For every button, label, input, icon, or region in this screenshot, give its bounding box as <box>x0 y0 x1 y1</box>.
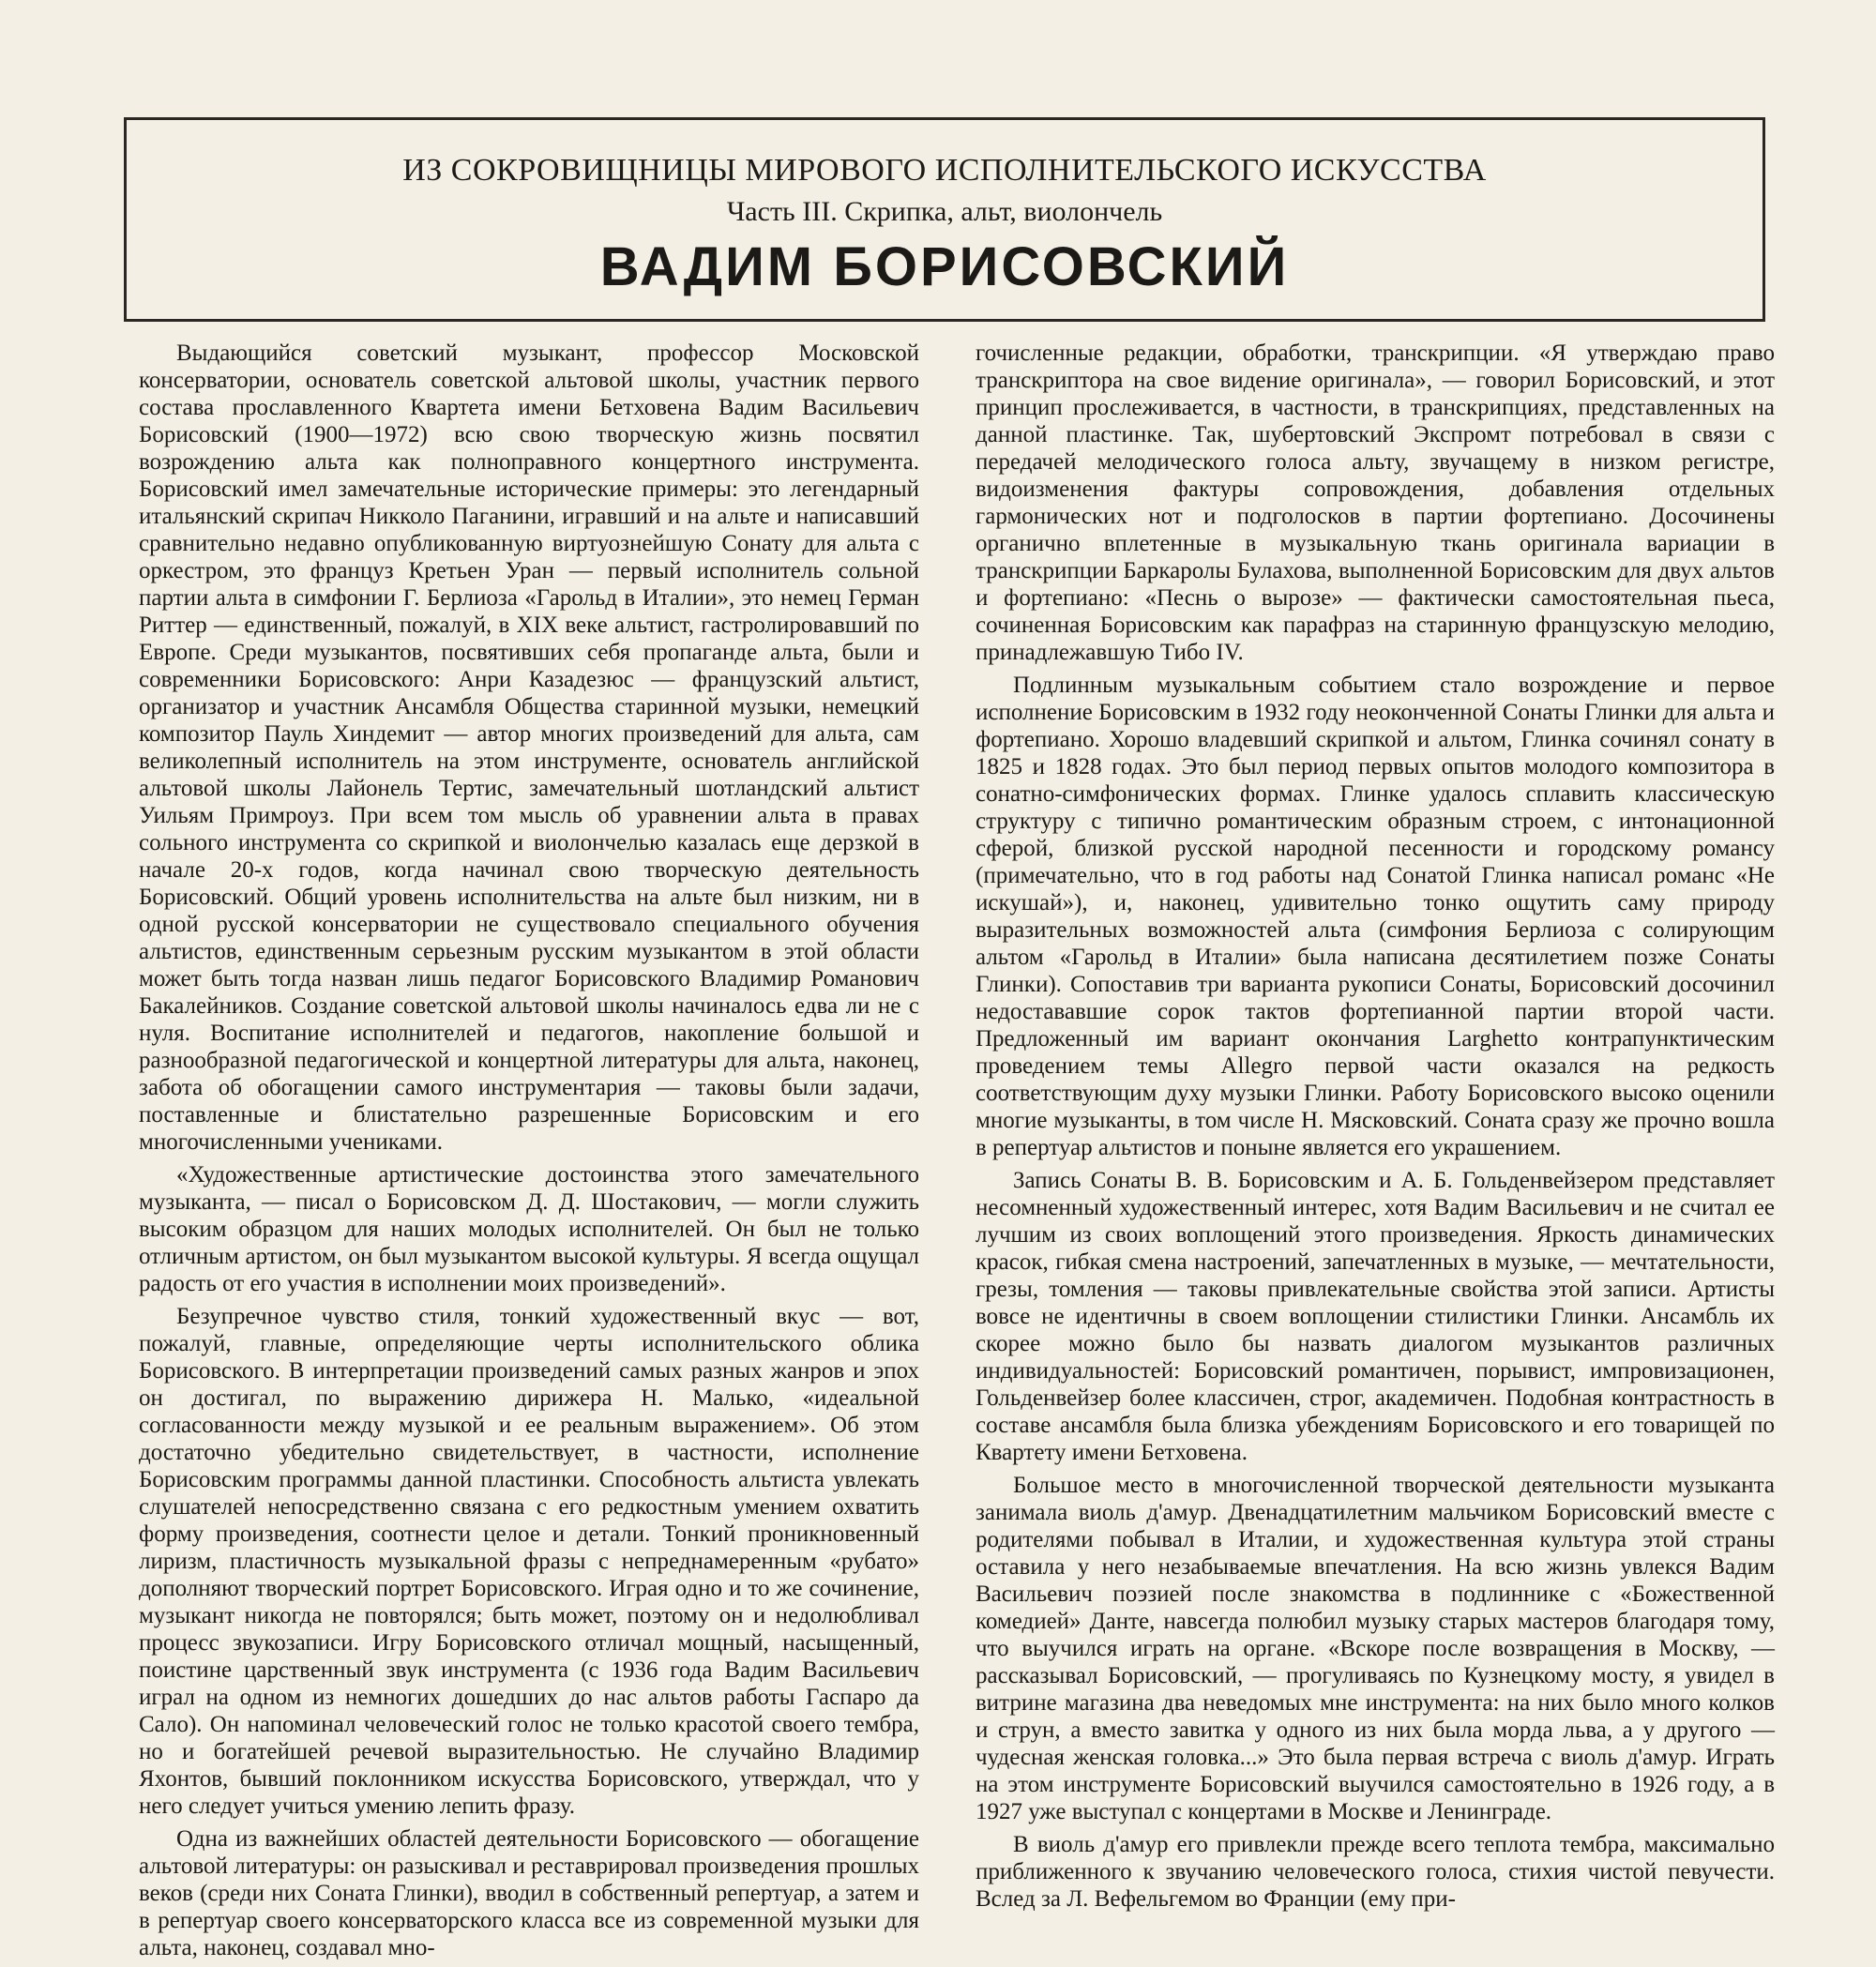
artist-name: ВАДИМ БОРИСОВСКИЙ <box>599 236 1290 297</box>
paragraph: Большое место в многочисленной творческой деятельности музыканта занимала виоль д'амур. Двенадцатилетним мальчиком Борисовский вместе с родителями побывал в Италии, и художественная культура этой страны оставила у него незабываемые впечатления. На всю жизнь увлекся Вадим Васильевич поэзией после знакомства в подлиннике с «Божественной комедией» Данте, навсегда полюбил музыку старых мастеров благодаря тому, что выучился играть на органе. «Вскоре после возвращения в Москву, — рассказывал Борисовский, — прогуливаясь по Кузнецкому мосту, я увидел в витрине магазина два неведомых мне инструмента: на них было много колков и струн, а вместо завитка у одного из них была морда льва, а у другого — чудесная женская головка...» Это была первая встреча с виоль д'амур. Играть на этом инструменте Борисовский выучился самостоятельно в 1926 году, а в 1927 уже выступал с концертами в Москве и Ленинграде. <box>976 1473 1775 1824</box>
paragraph: В виоль д'амур его привлекли прежде всего теплота тембра, максимально приближенного к звучанию человеческого голоса, стихия чистой певучести. Вслед за Л. Вефельгемом во Франции (ему при- <box>976 1832 1775 1912</box>
paragraph: Выдающийся советский музыкант, профессор Московской консерватории, основатель советской альтовой школы, участник первого состава прославленного Квартета имени Бетховена Вадим Васильевич Борисовский (1900—1972) всю свою творческую жизнь посвятил возрождению альта как полноправного концертного инструмента. Борисовский имел замечательные исторические примеры: это легендарный итальянский скрипач Никколо Паганини, игравший и на альте и написавший сравнительно недавно опубликованную виртуознейшую Сонату для альта с оркестром, это француз Кретьен Уран — первый исполнитель сольной партии альта в симфонии Г. Берлиоза «Гарольд в Италии», это немец Герман Риттер — единственный, пожалуй, в XIX веке альтист, гастролировавший по Европе. Среди музыкантов, посвятивших себя пропаганде альта, были и современники Борисовского: Анри Казадезюс — французский альтист, организатор и участник Ансамбля Общества старинной музыки, немецкий композитор Пауль Хиндемит — автор многих произведений для альта, сам великолепный исполнитель на этом инструменте, основатель английской альтовой школы Лайонель Тертис, замечательный шотландский альтист Уильям Примроуз. При всем том мысль об уравнении альта в правах сольного инструмента со скрипкой и виолончелью казалась еще дерзкой в начале 20-х годов, когда начинал свою творческую деятельность Борисовский. Общий уровень исполнительства на альте был низким, ни в одной русской консерватории не существовало специального обучения альтистов, единственным серьезным русским музыкантом в этой области может быть тогда назван лишь педагог Борисовского Владимир Романович Бакалейников. Создание советской альтовой школы начиналось едва ли не с нуля. Воспитание исполнителей и педагогов, накопление большой и разнообразной педагогической и концертной литературы для альта, наконец, забота об обогащении самого инструментария — таковы были задачи, поставленные и блистательно разрешенные Борисовским и его многочисленными учениками. <box>139 340 919 1155</box>
paragraph: Подлинным музыкальным событием стало возрождение и первое исполнение Борисовским в 1932 году неоконченной Сонаты Глинки для альта и фортепиано. Хорошо владевший скрипкой и альтом, Глинка сочинял сонату в 1825 и 1828 годах. Это был период первых опытов молодого композитора в сонатно-симфонических формах. Глинке удалось сплавить классическую структуру с типично романтическим образным строем, с интонационной сферой, близкой русской народной песенности и городскому романсу (примечательно, что в год работы над Сонатой Глинка написал романс «Не искушай»), и, наконец, удивительно тонко ощутить саму природу выразительных возможностей альта (симфония Берлиоза с солирующим альтом «Гарольд в Италии» была написана десятилетием позже Сонаты Глинки). Сопоставив три варианта рукописи Сонаты, Борисовский досочинил недостававшие сорок тактов фортепианной партии второй части. Предложенный им вариант окончания Larghetto контрапунктическим проведением темы Allegro первой части оказался на редкость соответствующим духу музыки Глинки. Работу Борисовского высоко оценили многие музыканты, в том числе Н. Мясковский. Соната сразу же прочно вошла в репертуар альтистов и поныне является его украшением. <box>976 673 1775 1160</box>
paragraph: Одна из важнейших областей деятельности Борисовского — обогащение альтовой литературы: он разыскивал и реставрировал произведения прошлых веков (среди них Соната Глинки), вводил в собственный репертуар, а затем и в репертуар своего консерваторского класса все из современной музыки для альта, наконец, создавал мно- <box>139 1826 919 1960</box>
series-title: ИЗ СОКРОВИЩНИЦЫ МИРОВОГО ИСПОЛНИТЕЛЬСКОГО ИСКУССТВА <box>402 153 1487 188</box>
paragraph: Безупречное чувство стиля, тонкий художественный вкус — вот, пожалуй, главные, определяющие черты исполнительского облика Борисовского. В интерпретации произведений самых разных жанров и эпох он достигал, по выражению дирижера Н. Малько, «идеальной согласованности между музыкой и ее реальным выражением». Об этом достаточно убедительно свидетельствует, в частности, исполнение Борисовским программы данной пластинки. Способность альтиста увлекать слушателей непосредственно связана с его редкостным умением охватить форму произведения, соотнести целое и детали. Тонкий проникновенный лиризм, пластичность музыкальной фразы с непреднамеренным «рубато» дополняют творческий портрет Борисовского. Играя одно и то же сочинение, музыкант никогда не повторялся; быть может, поэтому он и недолюбливал процесс звукозаписи. Игру Борисовского отличал мощный, насыщенный, поистине царственный звук инструмента (с 1936 года Вадим Васильевич играл на одном из немногих дошедших до нас альтов работы Гаспаро да Сало). Он напоминал человеческий голос не только красотой своего тембра, но и богатейшей речевой выразительностью. Не случайно Владимир Яхонтов, бывший поклонником искусства Борисовского, утверждал, что у него следует учиться умению лепить фразу. <box>139 1304 919 1819</box>
paragraph: «Художественные артистические достоинства этого замечательного музыканта, — писал о Борисовском Д. Д. Шостакович, — могли служить высоким образцом для наших молодых исполнителей. Он был не только отличным артистом, он был музыкантом высокой культуры. Я всегда ощущал радость от его участия в исполнении моих произведений». <box>139 1162 919 1296</box>
paragraph: гочисленные редакции, обработки, транскрипции. «Я утверждаю право транскриптора на свое видение оригинала», — говорил Борисовский, и этот принцип прослеживается, в частности, в транскрипциях, представленных на данной пластинке. Так, шубертовский Экспромт потребовал в связи с передачей мелодического голоса альту, звучащему в низком регистре, видоизменения фактуры сопровождения, добавления отдельных гармонических нот и подголосков в партии фортепиано. Досочинены органично вплетенные в музыкальную ткань оригинала вариации в транскрипции Баркаролы Булахова, выполненной Борисовским для двух альтов и фортепиано: «Песнь о вырозе» — фактически самостоятельная пьеса, сочиненная Борисовским как парафраз на старинную французскую мелодию, принадлежавшую Тибо IV. <box>976 340 1775 665</box>
header-box <box>124 117 1765 322</box>
paragraph: Запись Сонаты В. В. Борисовским и А. Б. Гольденвейзером представляет несомненный художественный интерес, хотя Вадим Васильевич и не считал ее лучшим из своих воплощений этого произведения. Яркость динамических красок, гибкая смена настроений, запечатленных в музыке, — мечтательности, грезы, томления — таковы привлекательные свойства этой записи. Артисты вовсе не идентичны в своем воплощении стилистики Глинки. Ансамбль их скорее можно было бы назвать диалогом музыкантов различных индивидуальностей: Борисовский романтичен, порывист, импровизационен, Гольденвейзер более классичен, строг, академичен. Подобная контрастность в составе ансамбля была близка убеждениям Борисовского и его товарищей по Квартету имени Бетховена. <box>976 1168 1775 1465</box>
right-column <box>976 340 1775 1918</box>
left-column <box>139 340 919 1967</box>
part-title: Часть III. Скрипка, альт, виолончель <box>726 196 1163 227</box>
